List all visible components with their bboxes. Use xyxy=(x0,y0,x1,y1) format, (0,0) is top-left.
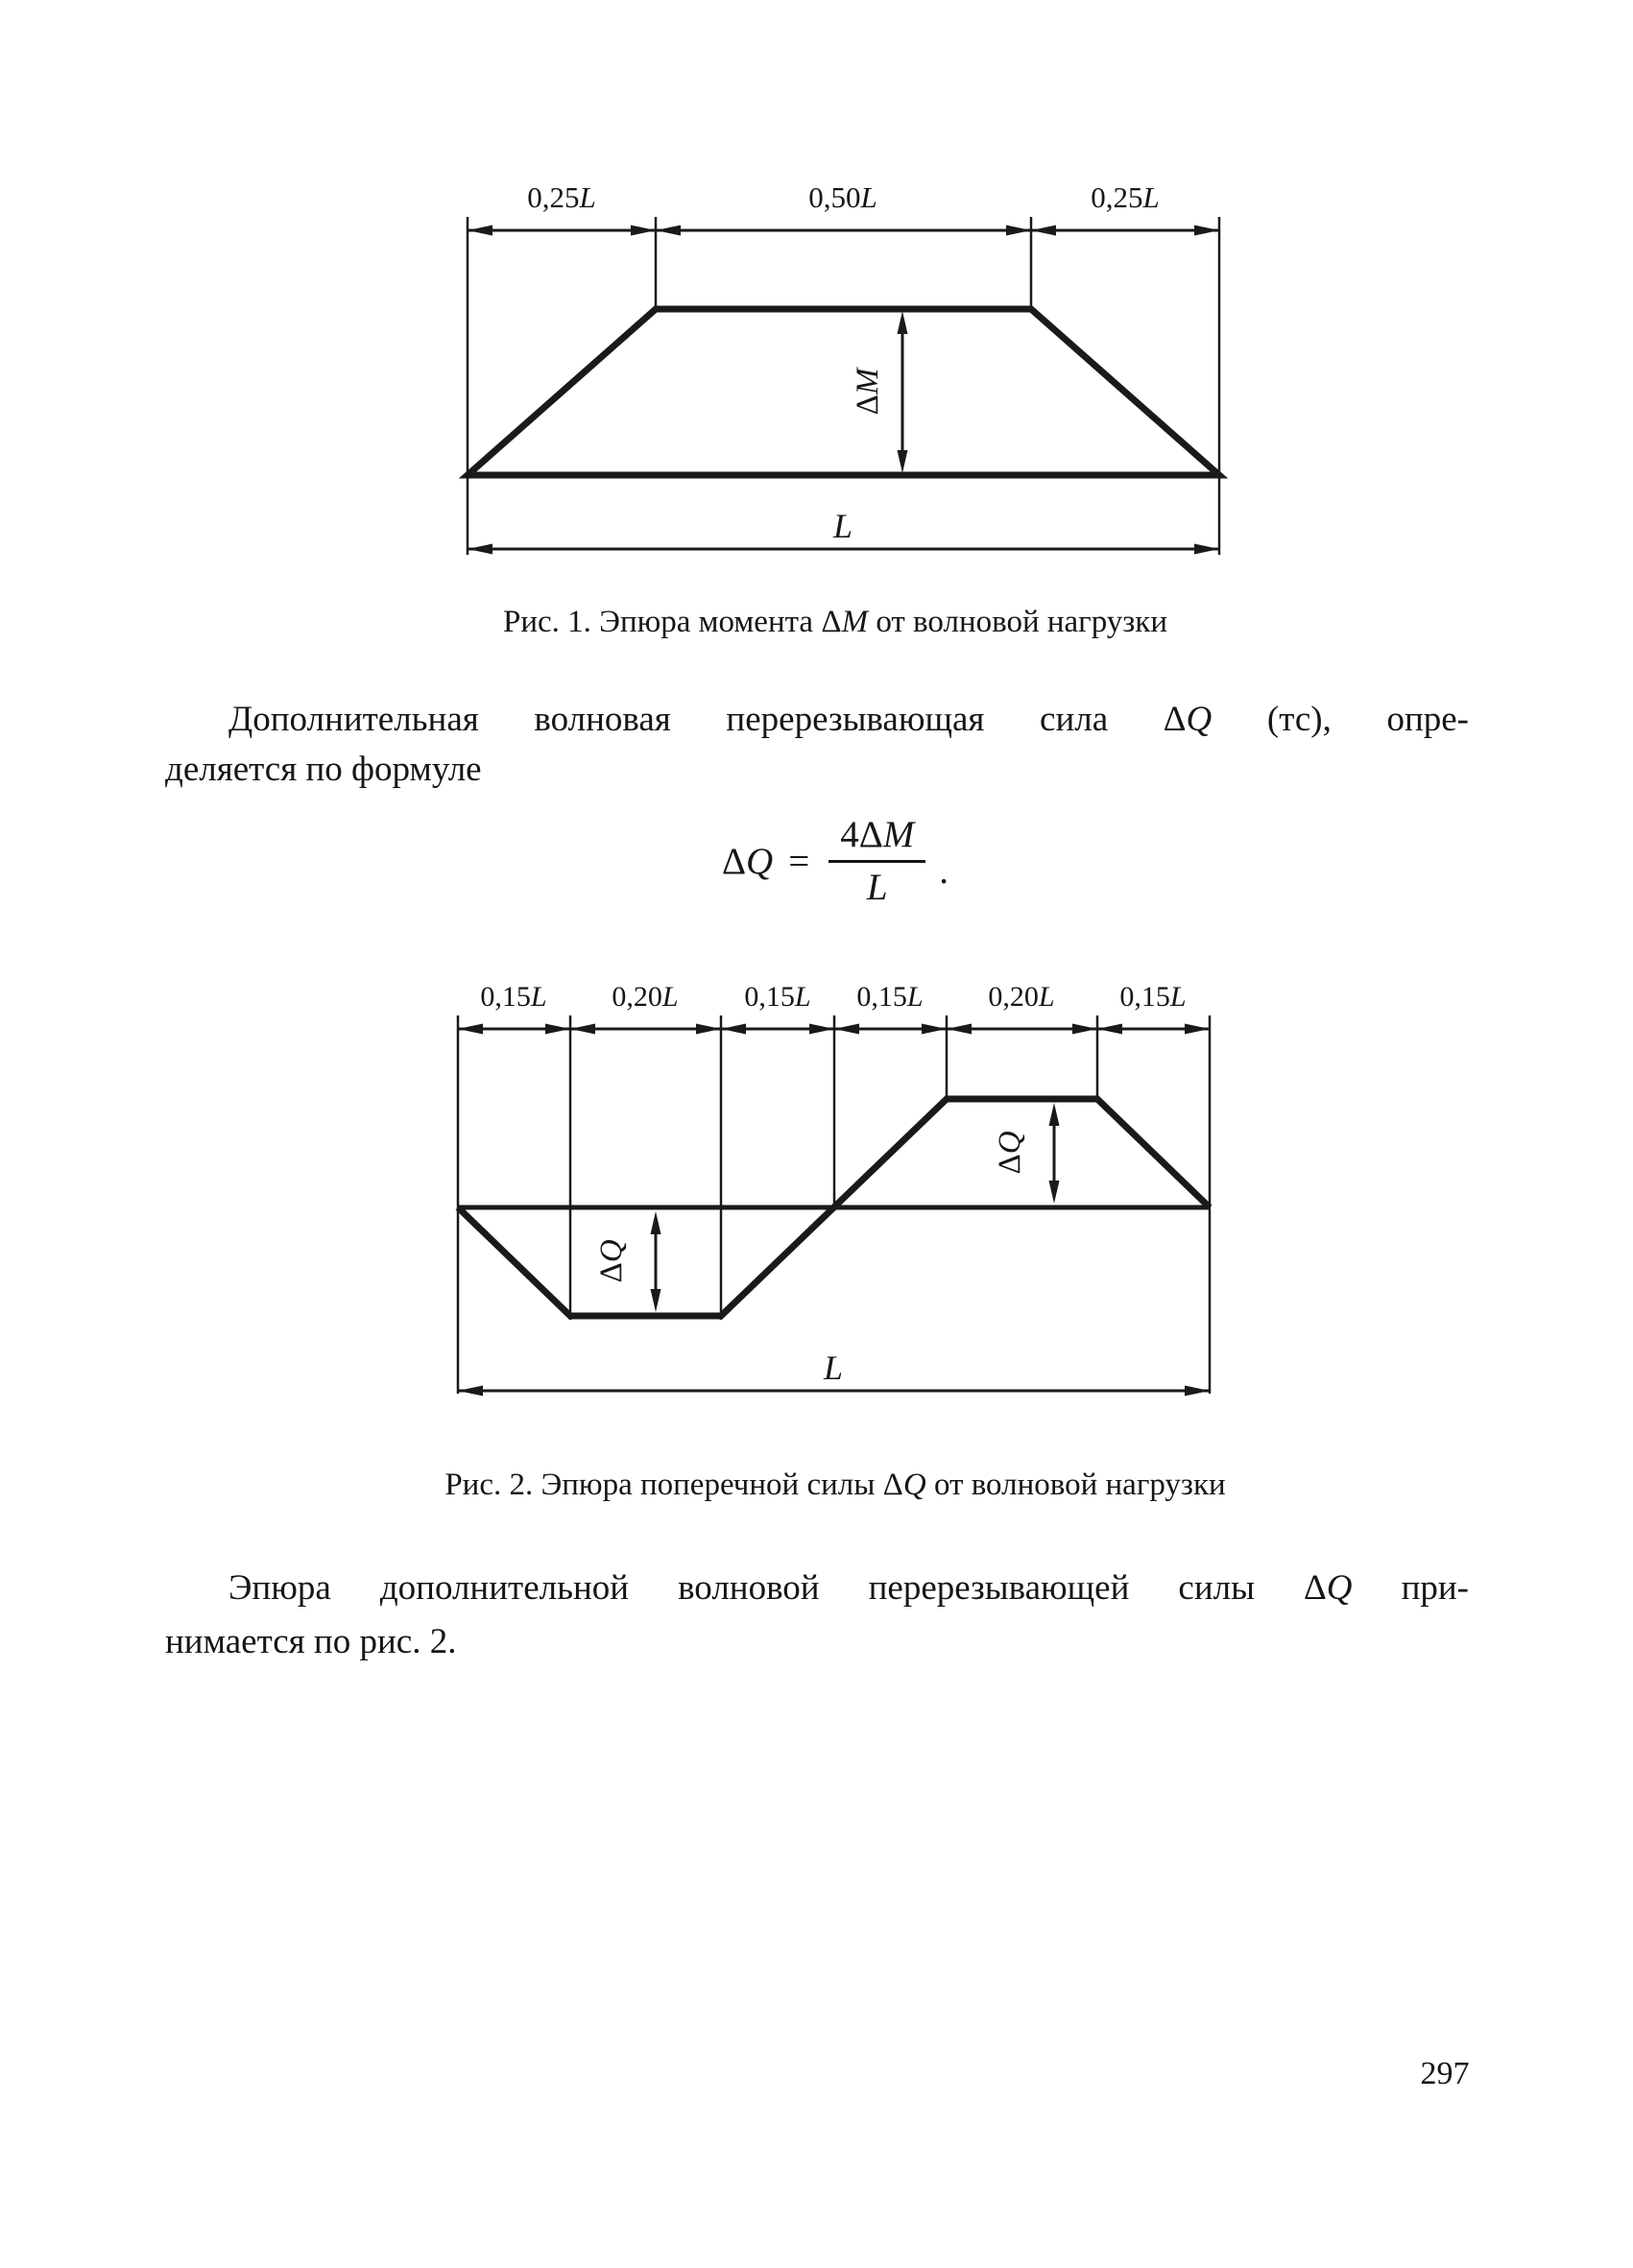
arrowhead xyxy=(651,1289,661,1312)
delta-symbol: Δ xyxy=(993,1154,1027,1175)
figure1-caption xyxy=(182,603,1488,641)
caption-text: от волновой нагрузки xyxy=(925,1468,1226,1502)
delta-symbol: Δ xyxy=(721,841,747,882)
shear-letter: Q xyxy=(594,1239,629,1263)
equals-sign: = xyxy=(788,841,810,882)
body-text: Эпюра дополнительной волновой перерезывающей силы xyxy=(228,1568,1304,1608)
body-text: нимается по рис. 2. xyxy=(165,1622,457,1661)
arrowhead xyxy=(1185,1386,1210,1397)
figure1-length-dimension xyxy=(468,507,1219,555)
arrowhead xyxy=(1049,1181,1060,1204)
arrowhead xyxy=(468,544,492,555)
dim-label-025L-left xyxy=(527,180,596,214)
arrowhead xyxy=(696,1024,721,1035)
figure2-length-dimension xyxy=(458,1349,1210,1397)
fraction xyxy=(829,814,925,909)
dim-label-unit: L xyxy=(794,981,811,1013)
delta-symbol: Δ xyxy=(594,1262,629,1283)
dim-label-015L-4 xyxy=(1119,981,1186,1013)
dim-label-unit: L xyxy=(906,981,924,1013)
period: . xyxy=(939,850,949,892)
figure1-moment-diagram xyxy=(384,173,1296,566)
dim-label-unit: L xyxy=(661,981,679,1013)
length-label: L xyxy=(823,1349,844,1387)
delta-symbol: Δ xyxy=(858,814,883,855)
formula-lhs xyxy=(722,840,773,883)
shear-letter: Q xyxy=(993,1131,1027,1155)
fraction-numerator xyxy=(829,814,925,863)
body-text: при- xyxy=(1352,1568,1469,1608)
dim-label-020L-1 xyxy=(612,981,678,1013)
figure2-shear-diagram xyxy=(384,960,1296,1420)
body-text: (тс), опре- xyxy=(1212,700,1469,739)
caption-text: от волновой нагрузки xyxy=(868,605,1167,639)
dim-label-value: 0,50 xyxy=(808,180,861,214)
caption-text: Рис. 1. Эпюра момента xyxy=(503,605,822,639)
arrowhead xyxy=(458,1024,483,1035)
shear-letter: Q xyxy=(746,841,774,882)
arrowhead xyxy=(656,226,681,236)
shear-force-formula xyxy=(182,814,1488,909)
paragraph2-line2 xyxy=(165,1620,1469,1664)
arrowhead xyxy=(1185,1024,1210,1035)
arrowhead xyxy=(1031,226,1056,236)
arrowhead xyxy=(721,1024,746,1035)
delta-symbol: Δ xyxy=(851,394,885,416)
delta-m-label xyxy=(851,367,885,415)
dim-label-unit: L xyxy=(1142,180,1160,214)
arrowhead xyxy=(1006,226,1031,236)
dim-label-value: 0,15 xyxy=(1119,981,1170,1013)
dim-label-unit: L xyxy=(579,180,596,214)
arrowhead xyxy=(458,1386,483,1397)
paragraph1-line2 xyxy=(165,748,1469,792)
arrowhead xyxy=(834,1024,859,1035)
delta-q-label xyxy=(594,1239,629,1282)
delta-symbol: Δ xyxy=(882,1468,903,1502)
dim-label-unit: L xyxy=(860,180,877,214)
shear-letter: Q xyxy=(1186,700,1213,739)
dim-label-value: 0,25 xyxy=(1091,180,1143,214)
fraction-denominator: L xyxy=(866,867,888,908)
arrowhead xyxy=(922,1024,947,1035)
body-text: деляется по формуле xyxy=(165,750,482,789)
paragraph1-line1 xyxy=(165,698,1469,742)
page-number: 297 xyxy=(1420,2056,1470,2091)
paragraph2-line1 xyxy=(165,1566,1469,1611)
shear-letter: Q xyxy=(902,1468,926,1502)
dim-label-value: 0,20 xyxy=(612,981,662,1013)
delta-q-value-arrow-positive xyxy=(993,1103,1060,1204)
length-label: L xyxy=(832,507,853,545)
dim-label-015L-2 xyxy=(744,981,810,1013)
arrowhead xyxy=(651,1211,661,1234)
arrowhead xyxy=(947,1024,972,1035)
dim-label-unit: L xyxy=(530,981,547,1013)
figure1-top-dimension-chain xyxy=(468,180,1219,236)
delta-m-value-arrow xyxy=(851,311,908,473)
arrowhead xyxy=(1194,226,1219,236)
figure1-extension-lines xyxy=(468,217,1219,555)
arrowhead xyxy=(1097,1024,1122,1035)
delta-q-label xyxy=(993,1131,1027,1174)
delta-symbol: Δ xyxy=(1304,1568,1327,1608)
figure2-caption xyxy=(182,1466,1488,1504)
shear-letter: Q xyxy=(1326,1568,1353,1608)
moment-letter: M xyxy=(841,605,869,639)
dim-label-050L xyxy=(808,180,877,214)
dim-label-value: 0,25 xyxy=(527,180,580,214)
dim-label-value: 0,20 xyxy=(988,981,1039,1013)
dim-label-value: 0,15 xyxy=(856,981,907,1013)
moment-letter: M xyxy=(851,368,885,395)
arrowhead xyxy=(898,450,908,473)
arrowhead xyxy=(1194,544,1219,555)
arrowhead xyxy=(631,226,656,236)
dim-label-025L-right xyxy=(1091,180,1160,214)
arrowhead xyxy=(468,226,492,236)
moment-letter: M xyxy=(882,814,915,855)
dim-label-unit: L xyxy=(1169,981,1187,1013)
delta-symbol: Δ xyxy=(1163,700,1187,739)
dim-label-value: 0,15 xyxy=(744,981,795,1013)
arrowhead xyxy=(545,1024,570,1035)
arrowhead xyxy=(1072,1024,1097,1035)
dim-label-unit: L xyxy=(1038,981,1055,1013)
arrowhead xyxy=(1049,1103,1060,1126)
dim-label-value: 0,15 xyxy=(480,981,531,1013)
coefficient: 4 xyxy=(840,814,859,855)
dim-label-015L-1 xyxy=(480,981,546,1013)
arrowhead xyxy=(898,311,908,334)
dim-label-020L-2 xyxy=(988,981,1054,1013)
arrowhead xyxy=(809,1024,834,1035)
moment-trapezoid-profile xyxy=(468,309,1219,475)
arrowhead xyxy=(570,1024,595,1035)
caption-text: Рис. 2. Эпюра поперечной силы xyxy=(444,1468,883,1502)
delta-symbol: Δ xyxy=(821,605,842,639)
delta-q-value-arrow-negative xyxy=(594,1211,661,1312)
body-text: Дополнительная волновая перерезывающая сила xyxy=(228,700,1164,739)
dim-label-015L-3 xyxy=(856,981,923,1013)
